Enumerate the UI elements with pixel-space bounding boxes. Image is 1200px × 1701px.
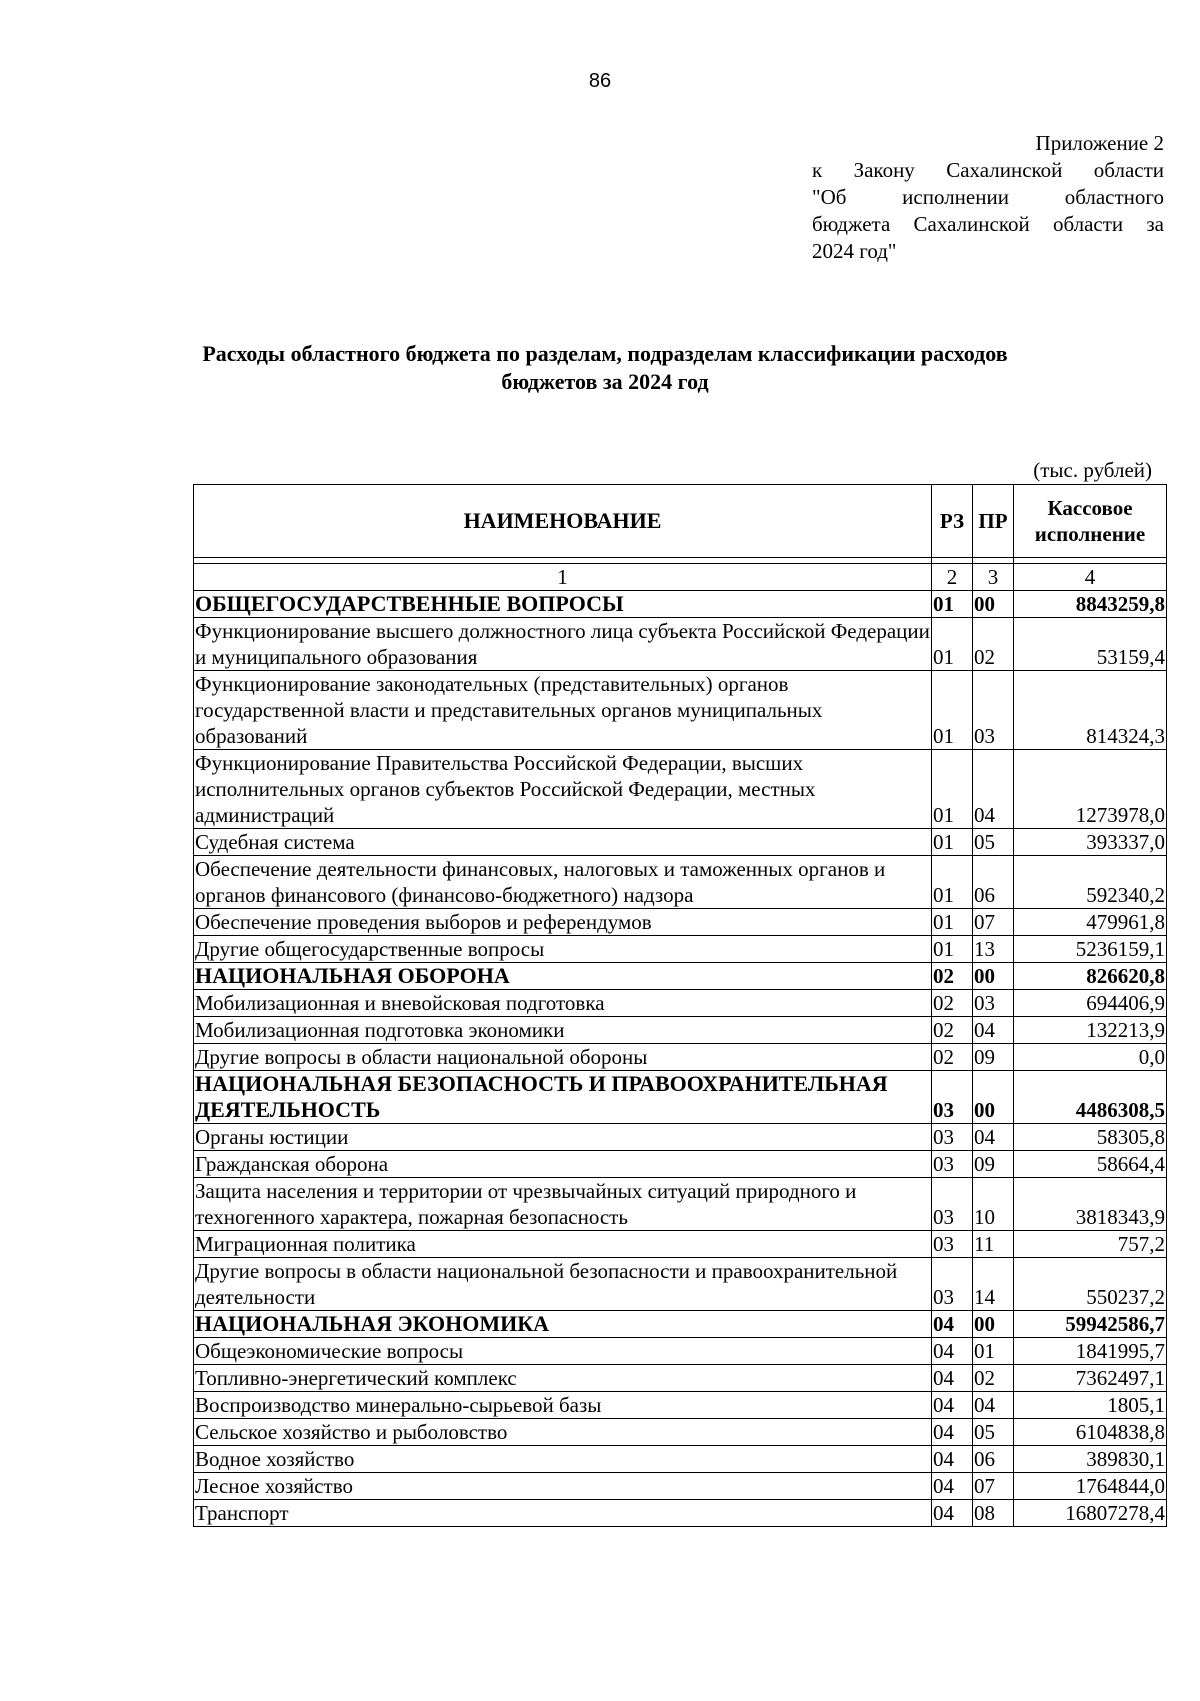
row-pr-code: 04 xyxy=(973,1392,1014,1419)
row-rz-code: 02 xyxy=(932,1017,973,1044)
table-row xyxy=(194,1231,1167,1258)
row-rz-code: 03 xyxy=(932,1071,973,1124)
table-row xyxy=(194,909,1167,936)
row-name: Гражданская оборона xyxy=(194,1151,932,1178)
table-header-row xyxy=(194,485,1167,558)
table-row xyxy=(194,990,1167,1017)
row-pr-code: 08 xyxy=(973,1500,1014,1527)
table-section-row xyxy=(194,963,1167,990)
row-pr-code: 09 xyxy=(973,1044,1014,1071)
header-amount xyxy=(1014,485,1167,558)
appendix-line-1: Приложение 2 xyxy=(1035,131,1164,155)
appendix-note xyxy=(812,130,1164,265)
table-row xyxy=(194,1258,1167,1311)
row-pr-code: 01 xyxy=(973,1338,1014,1365)
row-rz-code: 01 xyxy=(932,856,973,909)
appendix-line-5: 2024 год" xyxy=(812,239,897,263)
table-body xyxy=(194,558,1167,1527)
table-row xyxy=(194,1365,1167,1392)
row-name: Органы юстиции xyxy=(194,1124,932,1151)
column-number-1: 1 xyxy=(194,564,932,591)
row-rz-code: 03 xyxy=(932,1231,973,1258)
table-row xyxy=(194,1338,1167,1365)
row-name: НАЦИОНАЛЬНАЯ ОБОРОНА xyxy=(194,963,932,990)
appendix-line-2: к Закону Сахалинской области xyxy=(812,158,1164,182)
row-name: Общеэкономические вопросы xyxy=(194,1338,932,1365)
row-pr-code: 02 xyxy=(973,618,1014,671)
row-amount: 59942586,7 xyxy=(1014,1311,1167,1338)
column-number-2: 2 xyxy=(932,564,973,591)
table-row xyxy=(194,829,1167,856)
row-name: Транспорт xyxy=(194,1500,932,1527)
row-amount: 7362497,1 xyxy=(1014,1365,1167,1392)
row-pr-code: 07 xyxy=(973,1473,1014,1500)
row-name: Функционирование высшего должностного лица субъекта Российской Федерации и муниципального образования xyxy=(195,619,930,669)
row-amount: 1841995,7 xyxy=(1014,1338,1167,1365)
row-amount: 53159,4 xyxy=(1014,618,1167,671)
row-pr-code: 02 xyxy=(973,1365,1014,1392)
row-pr-code: 07 xyxy=(973,909,1014,936)
row-amount: 757,2 xyxy=(1014,1231,1167,1258)
table-row xyxy=(194,671,1167,750)
row-amount: 4486308,5 xyxy=(1014,1071,1167,1124)
row-amount: 479961,8 xyxy=(1014,909,1167,936)
row-pr-code: 00 xyxy=(973,1311,1014,1338)
row-rz-code: 04 xyxy=(932,1392,973,1419)
row-amount: 389830,1 xyxy=(1014,1446,1167,1473)
row-pr-code: 09 xyxy=(973,1151,1014,1178)
row-rz-code: 01 xyxy=(932,671,973,750)
row-name: Мобилизационная и вневойсковая подготовка xyxy=(194,990,932,1017)
table-row xyxy=(194,750,1167,829)
row-name: Судебная система xyxy=(194,829,932,856)
row-amount: 1805,1 xyxy=(1014,1392,1167,1419)
row-rz-code: 02 xyxy=(932,990,973,1017)
table-row xyxy=(194,936,1167,963)
document-title-line-2: бюджетов за 2024 год xyxy=(501,369,709,394)
table-row xyxy=(194,1017,1167,1044)
row-name: Другие общегосударственные вопросы xyxy=(194,936,932,963)
row-rz-code: 03 xyxy=(932,1178,973,1231)
budget-table xyxy=(193,484,1167,1527)
row-name: Водное хозяйство xyxy=(194,1446,932,1473)
row-rz-code: 04 xyxy=(932,1446,973,1473)
column-number-3: 3 xyxy=(973,564,1014,591)
row-amount: 5236159,1 xyxy=(1014,936,1167,963)
table-row xyxy=(194,618,1167,671)
row-pr-code: 03 xyxy=(973,671,1014,750)
row-name: Другие вопросы в области национальной обороны xyxy=(194,1044,932,1071)
row-amount: 1764844,0 xyxy=(1014,1473,1167,1500)
header-name: НАИМЕНОВАНИЕ xyxy=(194,485,932,558)
row-rz-code: 03 xyxy=(932,1151,973,1178)
row-amount: 6104838,8 xyxy=(1014,1419,1167,1446)
table-row xyxy=(194,1446,1167,1473)
row-pr-code: 14 xyxy=(973,1258,1014,1311)
row-pr-code: 13 xyxy=(973,936,1014,963)
row-pr-code: 04 xyxy=(973,1017,1014,1044)
row-amount: 16807278,4 xyxy=(1014,1500,1167,1527)
row-rz-code: 01 xyxy=(932,936,973,963)
row-name: НАЦИОНАЛЬНАЯ ЭКОНОМИКА xyxy=(194,1311,932,1338)
row-rz-code: 01 xyxy=(932,750,973,829)
row-name: НАЦИОНАЛЬНАЯ БЕЗОПАСНОСТЬ И ПРАВООХРАНИТЕЛЬНАЯ ДЕЯТЕЛЬНОСТЬ xyxy=(194,1071,932,1124)
row-name: Функционирование законодательных (представительных) органов государственной власти и представительных органов муниципальных образований xyxy=(194,671,932,750)
table-row xyxy=(194,1124,1167,1151)
row-rz-code: 03 xyxy=(932,1258,973,1311)
row-name: Лесное хозяйство xyxy=(194,1473,932,1500)
row-name: Сельское хозяйство и рыболовство xyxy=(194,1419,932,1446)
row-rz-code: 04 xyxy=(932,1365,973,1392)
table-row xyxy=(194,1419,1167,1446)
header-amount-line-2: исполнение xyxy=(1034,522,1146,546)
row-rz-code: 01 xyxy=(932,618,973,671)
row-rz-code: 01 xyxy=(932,591,973,618)
row-rz-code: 04 xyxy=(932,1500,973,1527)
appendix-line-3: "Об исполнении областного xyxy=(812,185,1164,209)
row-pr-code: 05 xyxy=(973,1419,1014,1446)
row-pr-code: 04 xyxy=(973,1124,1014,1151)
row-amount: 0,0 xyxy=(1014,1044,1167,1071)
row-rz-code: 04 xyxy=(932,1473,973,1500)
row-amount: 592340,2 xyxy=(1014,856,1167,909)
table-row xyxy=(194,1473,1167,1500)
row-rz-code: 01 xyxy=(932,829,973,856)
row-name: Обеспечение проведения выборов и референдумов xyxy=(194,909,932,936)
page-number: 86 xyxy=(588,70,612,92)
table-row xyxy=(194,1500,1167,1527)
table-section-row xyxy=(194,1311,1167,1338)
row-amount: 132213,9 xyxy=(1014,1017,1167,1044)
row-pr-code: 10 xyxy=(973,1178,1014,1231)
row-amount: 8843259,8 xyxy=(1014,591,1167,618)
row-name: Защита населения и территории от чрезвычайных ситуаций природного и техногенного характера, пожарная безопасность xyxy=(194,1178,932,1231)
row-amount: 814324,3 xyxy=(1014,671,1167,750)
row-rz-code: 04 xyxy=(932,1338,973,1365)
document-title-line-1: Расходы областного бюджета по разделам, подразделам классификации расходов xyxy=(202,341,1008,366)
row-pr-code: 03 xyxy=(973,990,1014,1017)
row-pr-code: 04 xyxy=(973,750,1014,829)
row-pr-code: 06 xyxy=(973,1446,1014,1473)
header-pr: ПР xyxy=(973,485,1014,558)
row-rz-code: 03 xyxy=(932,1124,973,1151)
row-rz-code: 04 xyxy=(932,1419,973,1446)
row-pr-code: 00 xyxy=(973,591,1014,618)
row-rz-code: 02 xyxy=(932,963,973,990)
row-name: Топливно-энергетический комплекс xyxy=(194,1365,932,1392)
row-name: Мобилизационная подготовка экономики xyxy=(194,1017,932,1044)
appendix-line-4: бюджета Сахалинской области за xyxy=(812,212,1164,236)
table-row xyxy=(194,856,1167,909)
row-rz-code: 01 xyxy=(932,909,973,936)
row-name: ОБЩЕГОСУДАРСТВЕННЫЕ ВОПРОСЫ xyxy=(194,591,932,618)
units-note: (тыс. рублей) xyxy=(1033,458,1152,482)
row-amount: 1273978,0 xyxy=(1014,750,1167,829)
row-amount: 58305,8 xyxy=(1014,1124,1167,1151)
table-row xyxy=(194,1151,1167,1178)
row-pr-code: 06 xyxy=(973,856,1014,909)
row-amount: 58664,4 xyxy=(1014,1151,1167,1178)
row-name: Другие вопросы в области национальной безопасности и правоохранительной деятельности xyxy=(194,1258,932,1311)
column-number-row xyxy=(194,564,1167,591)
row-name: Воспроизводство минерально-сырьевой базы xyxy=(194,1392,932,1419)
row-name: Обеспечение деятельности финансовых, налоговых и таможенных органов и органов финансового (финансово-бюджетного) надзора xyxy=(194,856,932,909)
table-section-row xyxy=(194,591,1167,618)
row-rz-code: 02 xyxy=(932,1044,973,1071)
table-section-row xyxy=(194,1071,1167,1124)
header-amount-line-1: Кассовое xyxy=(1047,496,1133,520)
header-rz: РЗ xyxy=(932,485,973,558)
row-amount: 826620,8 xyxy=(1014,963,1167,990)
column-number-4: 4 xyxy=(1014,564,1167,591)
row-pr-code: 00 xyxy=(973,963,1014,990)
row-pr-code: 05 xyxy=(973,829,1014,856)
document-title xyxy=(160,340,1050,396)
row-rz-code: 04 xyxy=(932,1311,973,1338)
table-row xyxy=(194,1044,1167,1071)
row-name: Миграционная политика xyxy=(194,1231,932,1258)
row-amount: 3818343,9 xyxy=(1014,1178,1167,1231)
table-row xyxy=(194,1178,1167,1231)
row-amount: 393337,0 xyxy=(1014,829,1167,856)
table-row xyxy=(194,1392,1167,1419)
row-amount: 550237,2 xyxy=(1014,1258,1167,1311)
row-name: Функционирование Правительства Российской Федерации, высших исполнительных органов субъектов Российской Федерации, местных администраций xyxy=(194,750,932,829)
row-pr-code: 11 xyxy=(973,1231,1014,1258)
row-pr-code: 00 xyxy=(973,1071,1014,1124)
row-amount: 694406,9 xyxy=(1014,990,1167,1017)
